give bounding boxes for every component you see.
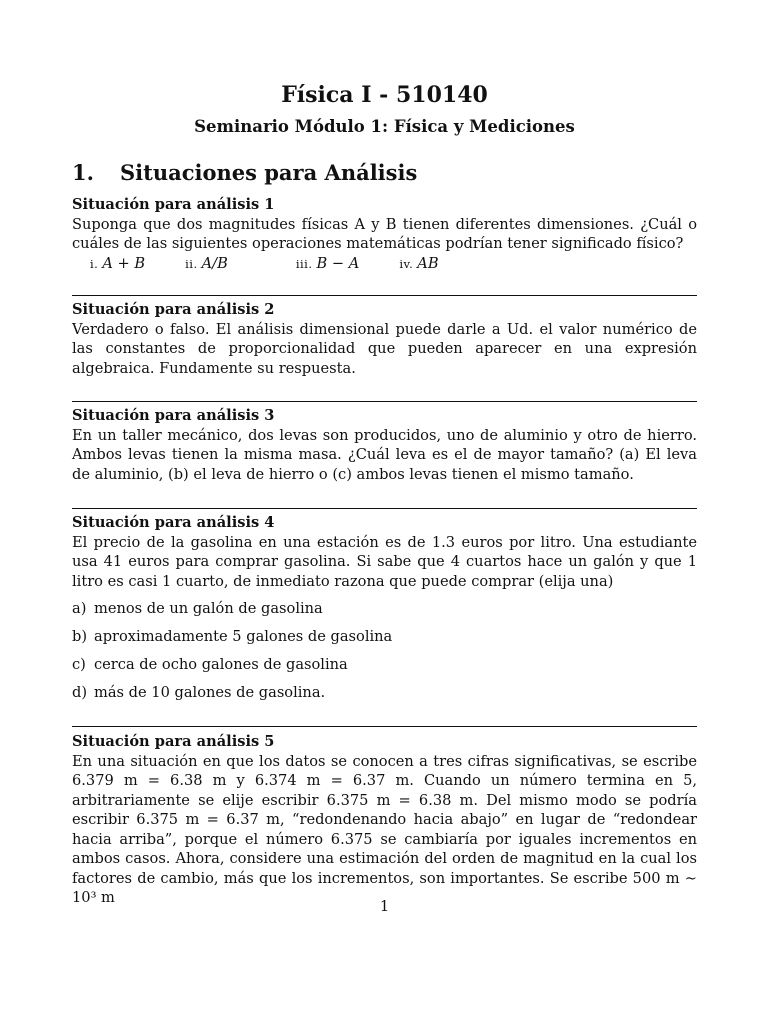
situation-text: Suponga que dos magnitudes físicas A y B tienen diferentes dimensiones. ¿Cuál o cuáles de las siguientes operaciones matemáticas podrían tener significado físico? [72, 215, 697, 252]
operation-numeral: iii. [295, 256, 313, 271]
section-title: Situaciones para Análisis [120, 160, 418, 185]
choice-label: b) [72, 628, 88, 645]
operation-numeral: ii. [185, 256, 198, 271]
situation-3 [72, 406, 697, 484]
section-number: 1. [72, 160, 94, 185]
situation-text: Verdadero o falso. El análisis dimensional puede darle a Ud. el valor numérico de las constantes de proporcionalidad que pueden aparecer en una expresión algebraica. Fundamente su respuesta. [72, 320, 697, 377]
situation-2 [72, 300, 697, 378]
operation-item [90, 254, 145, 275]
operation-numeral: iv. [399, 256, 414, 271]
choice-label: c) [72, 656, 86, 673]
operation-item [399, 254, 438, 275]
choice-item [72, 655, 697, 675]
situation-4 [72, 513, 697, 711]
divider-rule [72, 401, 697, 402]
situation-text: En un taller mecánico, dos levas son producidos, uno de aluminio y otro de hierro. Ambos levas tienen la misma masa. ¿Cuál leva es el de mayor tamaño? (a) El leva de aluminio, (b) el leva de hierro o (c) ambos levas tienen el mismo tamaño. [72, 426, 697, 483]
document-subtitle: Seminario Módulo 1: Física y Mediciones [194, 117, 575, 136]
situation-heading: Situación para análisis 4 [72, 514, 275, 531]
operation-item [185, 254, 228, 275]
operation-item [296, 254, 359, 275]
choice-text: menos de un galón de gasolina [94, 600, 323, 617]
situation-text: El precio de la gasolina en una estación es de 1.3 euros por litro. Una estudiante usa 41 euros para comprar gasolina. Si sabe que 4 cuartos hace un galón y que 1 litro es casi 1 cuarto, de inmediato razona que puede comprar (elija una) [72, 533, 697, 590]
situation-heading: Situación para análisis 5 [72, 733, 275, 750]
situation-heading: Situación para análisis 3 [72, 407, 275, 424]
choice-item [72, 599, 697, 619]
operation-expr: AB [417, 254, 439, 272]
situation-heading: Situación para análisis 2 [72, 301, 275, 318]
section-heading [72, 160, 417, 185]
situation-heading: Situación para análisis 1 [72, 196, 275, 213]
divider-rule [72, 726, 697, 727]
choice-label: a) [72, 600, 87, 617]
situation-1 [72, 195, 697, 274]
situation-5 [72, 732, 697, 908]
choice-label: d) [72, 684, 88, 701]
operation-expr: A/B [201, 254, 228, 272]
choice-text: aproximadamente 5 galones de gasolina [94, 628, 393, 645]
choice-text: cerca de ocho galones de gasolina [94, 656, 348, 673]
choice-text: más de 10 galones de gasolina. [94, 684, 326, 701]
choice-item [72, 627, 697, 647]
operation-expr: B − A [316, 254, 360, 272]
operation-expr: A + B [102, 254, 146, 272]
situation-text: En una situación en que los datos se conocen a tres cifras significativas, se escribe 6.379 m = 6.38 m y 6.374 m = 6.37 m. Cuando un número termina en 5, arbitrariamente se elije escribir 6.375 m = 6.38 m. Del mismo modo se podría escribir 6.375 m = 6.37 m, “redondenando hacia abajo” en lugar de “redondear hacia arriba”, porque el número 6.375 se cambiaría por iguales incrementos en ambos casos. Ahora, considere una estimación del orden de magnitud en la cual los factores de cambio, más que los incrementos, son importantes. Se escribe 500 m ∼ 10³ m [72, 752, 697, 906]
operation-numeral: i. [90, 256, 99, 271]
choices-list [72, 599, 697, 703]
divider-rule [72, 295, 697, 296]
page-number: 1 [379, 898, 390, 915]
divider-rule [72, 508, 697, 509]
document-title: Física I - 510140 [281, 82, 488, 108]
choice-item [72, 683, 697, 703]
operations-list [90, 254, 697, 275]
